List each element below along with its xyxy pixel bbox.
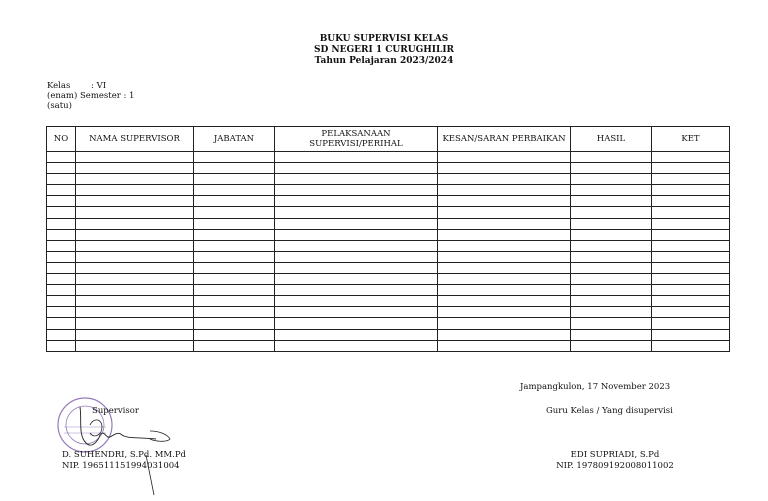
table-cell <box>194 196 275 207</box>
table-body <box>47 152 730 352</box>
table-cell <box>194 318 275 329</box>
table-cell <box>275 207 438 218</box>
table-cell <box>571 196 652 207</box>
table-cell <box>571 174 652 185</box>
table-cell <box>571 296 652 307</box>
col-jabatan: JABATAN <box>194 127 275 152</box>
table-cell <box>275 251 438 262</box>
table-cell <box>438 207 571 218</box>
table-cell <box>652 285 730 296</box>
table-cell <box>571 185 652 196</box>
table-row <box>47 207 730 218</box>
table-cell <box>194 174 275 185</box>
table-cell <box>571 307 652 318</box>
table-cell <box>47 185 76 196</box>
table-row <box>47 285 730 296</box>
table-cell <box>275 307 438 318</box>
table-cell <box>76 240 194 251</box>
table-cell <box>571 218 652 229</box>
table-cell <box>438 218 571 229</box>
table-cell <box>47 218 76 229</box>
table-cell <box>438 307 571 318</box>
table-row <box>47 296 730 307</box>
table-cell <box>47 251 76 262</box>
table-cell <box>194 218 275 229</box>
table-cell <box>652 296 730 307</box>
col-no: NO <box>47 127 76 152</box>
table-cell <box>275 285 438 296</box>
table-cell <box>194 152 275 163</box>
table-cell <box>438 329 571 340</box>
table-cell <box>76 329 194 340</box>
teacher-block <box>540 450 690 472</box>
table-cell <box>275 262 438 273</box>
supervisor-name: D. SUHENDRI, S.Pd. MM.Pd <box>62 450 186 460</box>
table-cell <box>652 240 730 251</box>
table-row <box>47 218 730 229</box>
col-nama-supervisor: NAMA SUPERVISOR <box>76 127 194 152</box>
table-cell <box>438 318 571 329</box>
supervisor-role: Supervisor <box>92 406 139 416</box>
table-cell <box>571 152 652 163</box>
table-cell <box>438 251 571 262</box>
table-cell <box>76 285 194 296</box>
table-cell <box>275 340 438 351</box>
table-cell <box>194 240 275 251</box>
col-ket: KET <box>652 127 730 152</box>
table-cell <box>76 218 194 229</box>
table-cell <box>47 163 76 174</box>
table-cell <box>76 196 194 207</box>
table-cell <box>47 296 76 307</box>
table-row <box>47 185 730 196</box>
table-row <box>47 229 730 240</box>
table-cell <box>438 274 571 285</box>
table-cell <box>275 163 438 174</box>
table-cell <box>76 207 194 218</box>
table-cell <box>571 329 652 340</box>
table-cell <box>194 296 275 307</box>
title-line-1: BUKU SUPERVISI KELAS <box>319 34 449 44</box>
table-cell <box>194 274 275 285</box>
place-date: Jampangkulon, 17 November 2023 <box>520 382 671 392</box>
table-header-row <box>47 127 730 152</box>
table-cell <box>652 340 730 351</box>
table-cell <box>571 318 652 329</box>
table-row <box>47 174 730 185</box>
table-cell <box>76 296 194 307</box>
table-cell <box>76 163 194 174</box>
table-row <box>47 251 730 262</box>
table-row <box>47 163 730 174</box>
table-cell <box>571 229 652 240</box>
table-cell <box>438 340 571 351</box>
table-cell <box>438 174 571 185</box>
col-pelaksanaan: PELAKSANAAN SUPERVISI/PERIHAL <box>275 127 438 152</box>
supervision-table <box>46 126 730 352</box>
table-cell <box>47 307 76 318</box>
teacher-name: EDI SUPRIADI, S.Pd <box>570 450 660 460</box>
table-cell <box>275 218 438 229</box>
table-cell <box>47 229 76 240</box>
table-cell <box>652 152 730 163</box>
table-cell <box>47 174 76 185</box>
table-cell <box>438 196 571 207</box>
table-cell <box>47 152 76 163</box>
table-cell <box>194 307 275 318</box>
table-cell <box>275 152 438 163</box>
table-row <box>47 307 730 318</box>
table-cell <box>438 229 571 240</box>
kelas-label: Kelas <box>47 81 71 91</box>
table-cell <box>438 185 571 196</box>
table-cell <box>652 196 730 207</box>
table-cell <box>571 251 652 262</box>
table-row <box>47 274 730 285</box>
table-cell <box>194 163 275 174</box>
table-cell <box>275 296 438 307</box>
table-cell <box>652 163 730 174</box>
table-cell <box>652 262 730 273</box>
table-cell <box>652 274 730 285</box>
col-hasil: HASIL <box>571 127 652 152</box>
table-cell <box>194 185 275 196</box>
table-cell <box>571 207 652 218</box>
table-cell <box>47 207 76 218</box>
table-cell <box>194 329 275 340</box>
table-cell <box>652 307 730 318</box>
table-cell <box>47 340 76 351</box>
table-cell <box>194 340 275 351</box>
supervisor-block <box>62 450 186 472</box>
table-cell <box>76 174 194 185</box>
table-cell <box>76 318 194 329</box>
table-cell <box>76 251 194 262</box>
table-cell <box>571 262 652 273</box>
table-cell <box>652 329 730 340</box>
table-cell <box>275 274 438 285</box>
table-cell <box>194 207 275 218</box>
semester-line: (enam) Semester : 1 <box>47 91 135 101</box>
table-cell <box>275 185 438 196</box>
table-row <box>47 340 730 351</box>
table-cell <box>194 251 275 262</box>
table-cell <box>652 251 730 262</box>
title-line-2: SD NEGERI 1 CURUGHILIR <box>313 45 455 55</box>
table-cell <box>571 340 652 351</box>
table-cell <box>438 163 571 174</box>
table-cell <box>275 318 438 329</box>
table-cell <box>76 152 194 163</box>
table-cell <box>194 262 275 273</box>
kelas-value: : VI <box>91 81 107 91</box>
supervisor-nip: NIP. 196511151994031004 <box>62 461 180 471</box>
table-cell <box>652 207 730 218</box>
table-cell <box>652 318 730 329</box>
table-cell <box>194 285 275 296</box>
table-cell <box>438 152 571 163</box>
title-line-3: Tahun Pelajaran 2023/2024 <box>314 56 454 66</box>
table-cell <box>652 218 730 229</box>
table-cell <box>571 274 652 285</box>
table-cell <box>571 163 652 174</box>
table-cell <box>47 318 76 329</box>
table-cell <box>76 274 194 285</box>
table-cell <box>76 229 194 240</box>
table-cell <box>275 229 438 240</box>
semester-value: (satu) <box>47 101 72 111</box>
table-cell <box>47 285 76 296</box>
table-cell <box>652 174 730 185</box>
table-cell <box>571 240 652 251</box>
table-row <box>47 196 730 207</box>
table-cell <box>275 329 438 340</box>
table-cell <box>275 196 438 207</box>
table-row <box>47 240 730 251</box>
class-info <box>47 81 134 111</box>
teacher-nip: NIP. 197809192008011002 <box>556 461 674 471</box>
table-row <box>47 329 730 340</box>
table-cell <box>47 240 76 251</box>
table-cell <box>76 340 194 351</box>
table-cell <box>47 274 76 285</box>
table-cell <box>76 262 194 273</box>
table-cell <box>438 240 571 251</box>
table-cell <box>275 174 438 185</box>
table-cell <box>76 307 194 318</box>
table-row <box>47 262 730 273</box>
teacher-role: Guru Kelas / Yang disupervisi <box>546 406 673 416</box>
table-row <box>47 318 730 329</box>
table-cell <box>652 185 730 196</box>
table-cell <box>438 262 571 273</box>
table-cell <box>571 285 652 296</box>
col-kesan-saran: KESAN/SARAN PERBAIKAN <box>438 127 571 152</box>
document-title <box>0 34 768 67</box>
table-cell <box>438 285 571 296</box>
table-cell <box>194 229 275 240</box>
table-cell <box>76 185 194 196</box>
table-cell <box>438 296 571 307</box>
table-cell <box>47 329 76 340</box>
table-cell <box>275 240 438 251</box>
table-cell <box>652 229 730 240</box>
table-cell <box>47 262 76 273</box>
table-cell <box>47 196 76 207</box>
table-row <box>47 152 730 163</box>
